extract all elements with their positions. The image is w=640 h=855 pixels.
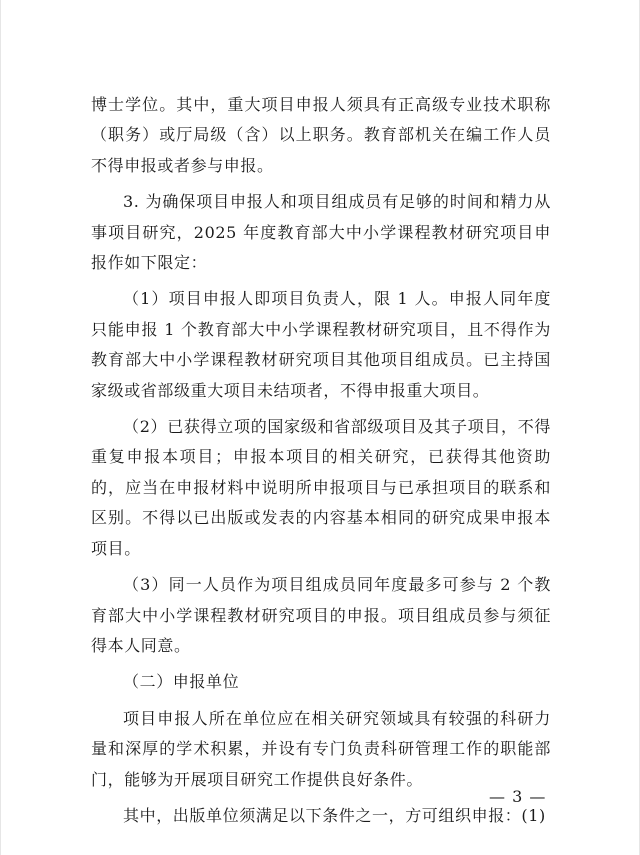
document-body (91, 90, 551, 831)
paragraph-subitem-1: （1）项目申报人即项目负责人，限 1 人。申报人同年度只能申报 1 个教育部大中小学课程教材研究项目，且不得作为教育部大中小学课程教材研究项目其他项目组成员。已主持国家级或省部级重大项目未结项者，不得申报重大项目。 (91, 289, 551, 400)
paragraph-publisher-conditions: 其中，出版单位须满足以下条件之一，方可组织申报：(1) (123, 805, 546, 825)
section-heading-applicant-unit: （二）申报单位 (123, 672, 240, 692)
paragraph-subitem-2: （2）已获得立项的国家级和省部级项目及其子项目，不得重复申报本项目；申报本项目的相关研究，已获得其他资助的，应当在申报材料中说明所申报项目与已承担项目的联系和区别。不得以已出版或发表的内容基本相同的研究成果申报本项目。 (91, 417, 551, 558)
paragraph-eligibility-continued: 博士学位。其中，重大项目申报人须具有正高级专业技术职称（职务）或厅局级（含）以上职务。教育部机关在编工作人员不得申报或者参与申报。 (91, 95, 551, 175)
page-number: — 3 — (489, 787, 547, 806)
paragraph-subitem-3: （3）同一人员作为项目组成员同年度最多可参与 2 个教育部大中小学课程教材研究项目的申报。项目组成员参与须征得本人同意。 (91, 575, 551, 655)
paragraph-unit-requirements: 项目申报人所在单位应在相关研究领域具有较强的科研力量和深厚的学术积累，并设有专门负责科研管理工作的职能部门，能够为开展项目研究工作提供良好条件。 (91, 708, 551, 789)
paragraph-item-3: 3. 为确保项目申报人和项目组成员有足够的时间和精力从事项目研究，2025 年度教育部大中小学课程教材研究项目申报作如下限定： (91, 192, 551, 273)
